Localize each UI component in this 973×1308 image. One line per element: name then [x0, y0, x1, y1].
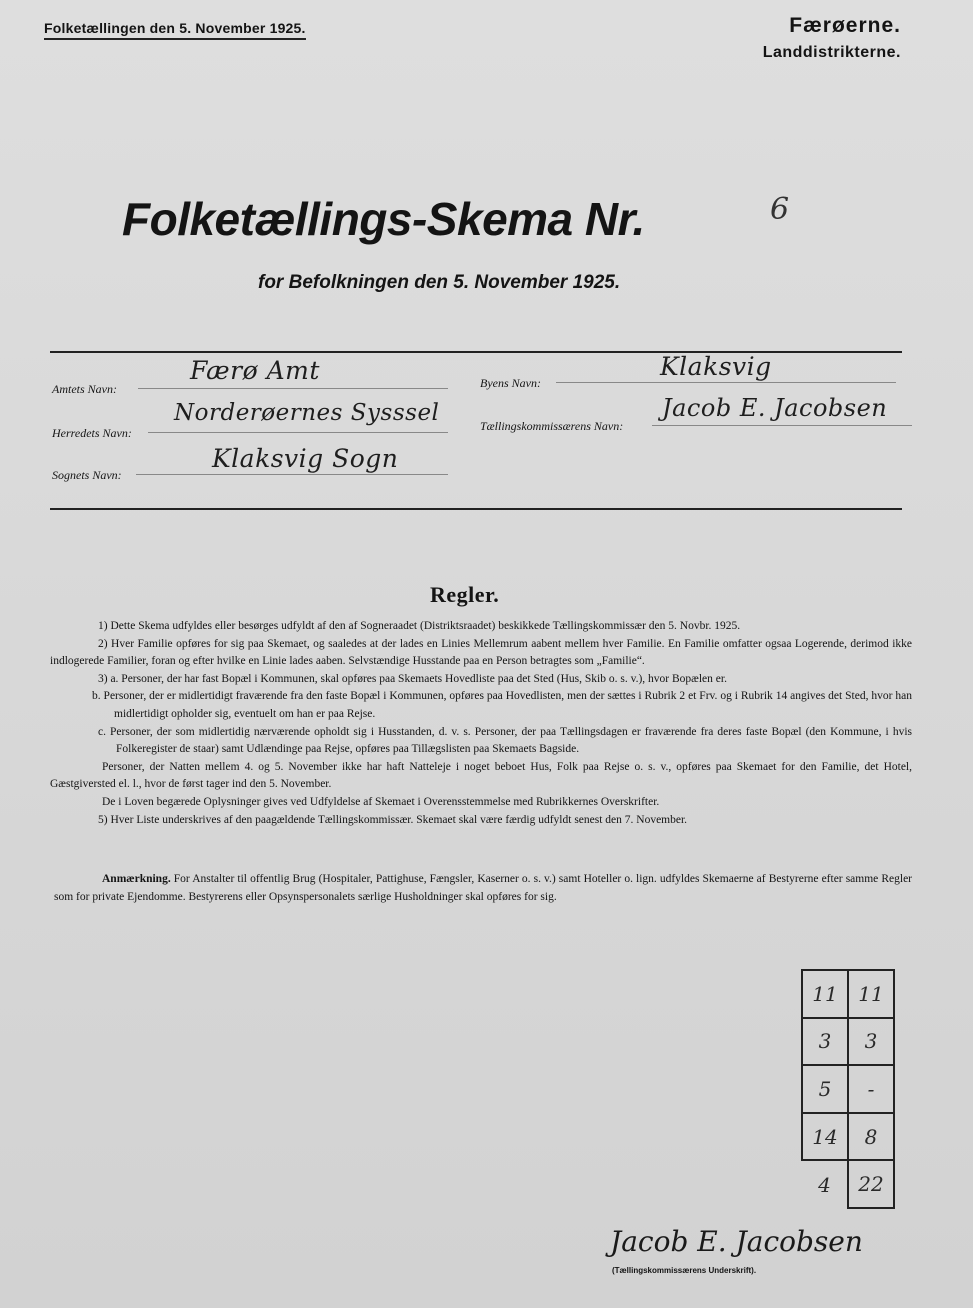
amt-line — [138, 388, 448, 389]
herred-line — [148, 432, 448, 433]
sogn-line — [136, 474, 448, 475]
tally-cell: 8 — [848, 1113, 894, 1161]
rule-5: 5) Hver Liste underskrives af den paagældende Tællingskommissær. Skemaet skal være færdig udfyldt senest den 7. November. — [98, 813, 688, 826]
amt-value: Færø Amt — [190, 356, 320, 385]
note-label: Anmærkning. — [102, 873, 171, 885]
tally-total-cell: 4 — [818, 1172, 831, 1197]
region-header — [763, 14, 901, 62]
note-text: For Anstalter til offentlig Brug (Hospitaler, Pattighuse, Fængsler, Kaserner o. s. v.) samt Hoteller o. lign. udfyldes Skemaerne af Bestyrerne efter samme Regler som for private Ejendomme. Bestyrerens eller Opsynspersonalets særlige Husholdninger skal opføres for sig. — [54, 873, 913, 903]
rule-4: De i Loven begærede Oplysninger gives ved Udfyldelse af Skemaet i Overensstemmelse med Rubrikkernes Overskrifter. — [102, 795, 660, 808]
census-header: Folketællingen den 5. November 1925. — [44, 20, 306, 40]
amt-label: Amtets Navn: — [52, 382, 117, 396]
country-name: Færøerne. — [789, 14, 901, 37]
form-title: Folketællings-Skema Nr. — [122, 193, 645, 245]
by-line — [556, 382, 896, 383]
kommissaer-line — [652, 425, 912, 426]
by-value: Klaksvig — [660, 352, 772, 381]
note-block — [54, 870, 912, 906]
rule-1: 1) Dette Skema udfyldes eller besørges udfyldt af den af Sogneraadet (Distriktsraadet) beskikkede Tællingskommissær den 5. Novbr. 1925. — [98, 620, 741, 632]
commissioner-signature: Jacob E. Jacobsen — [610, 1225, 863, 1258]
tally-cell: 11 — [848, 970, 894, 1018]
sogn-value: Klaksvig Sogn — [212, 444, 399, 473]
rules-heading: Regler. — [430, 582, 500, 607]
rule-2: 2) Hver Familie opføres for sig paa Skemaet, og saaledes at der lades en Linies Mellemrum aabent mellem hver Familie. En Familie omfatter ogsaa Logerende, derimod ikke indlogerede Familier, foran og efter hvilke en Linie lades aaben. Selvstændige Husstande paa en Person betragtes som „Familie“. — [50, 637, 912, 668]
top-divider — [50, 351, 902, 353]
signature-caption: (Tællingskommissærens Underskrift). — [612, 1266, 757, 1275]
herred-value: Norderøernes Sysssel — [174, 400, 440, 426]
rule-3c: c. Personer, der som midlertidig nærværende opholdt sig i Husstanden, d. v. s. Personer, der paa Tællingsdagen er fraværende fra deres faste Bopæl (den Kommune, i hvis Folkeregister de staar) samt Udlændinge paa Rejse, opføres paa Tillægslisten paa Skemaets Bagside. — [98, 725, 912, 756]
tally-cell: 5 — [802, 1065, 848, 1113]
tally-cell: 14 — [802, 1113, 848, 1161]
rule-3a: 3) a. Personer, der har fast Bopæl i Kommunen, skal opføres paa Skemaets Hovedliste paa det Sted (Hus, Skib o. s. v.), hvor Bopælen er. — [98, 672, 727, 685]
sogn-label: Sognets Navn: — [52, 468, 122, 482]
form-subtitle: for Befolkningen den 5. November 1925. — [258, 272, 621, 293]
form-number: 6 — [770, 192, 790, 227]
tally-cell: 3 — [848, 1018, 894, 1066]
rule-3b: b. Personer, der er midlertidigt fraværende fra den faste Bopæl i Kommunen, opføres paa Hovedlisten, men der sættes i Rubrik 2 et Frv. og i Rubrik 14 angives det Sted, hvor han midlertidigt opholder sig, eventuelt om han er paa Rejse. — [92, 690, 912, 720]
district-name: Landdistrikterne. — [762, 44, 901, 61]
tally-cell: 3 — [802, 1018, 848, 1066]
rules-body — [50, 618, 912, 829]
tally-table — [801, 969, 895, 1209]
herred-label: Herredets Navn: — [52, 426, 132, 440]
kommissaer-label: Tællingskommissærens Navn: — [480, 419, 624, 433]
by-label: Byens Navn: — [480, 376, 541, 390]
tally-cell: 11 — [802, 970, 848, 1018]
rule-3d: Personer, der Natten mellem 4. og 5. November ikke har haft Natteleje i noget beboet Hus, Folk paa Rejse o. s. v., opføres paa Skemaet for den Familie, det Hotel, Gæstgiversted el. l., hvor de først tager ind den 5. November. — [50, 760, 912, 791]
tally-cell: - — [848, 1065, 894, 1113]
tally-total-cell: 22 — [848, 1160, 894, 1208]
kommissaer-value: Jacob E. Jacobsen — [662, 394, 888, 422]
bottom-divider — [50, 508, 902, 510]
